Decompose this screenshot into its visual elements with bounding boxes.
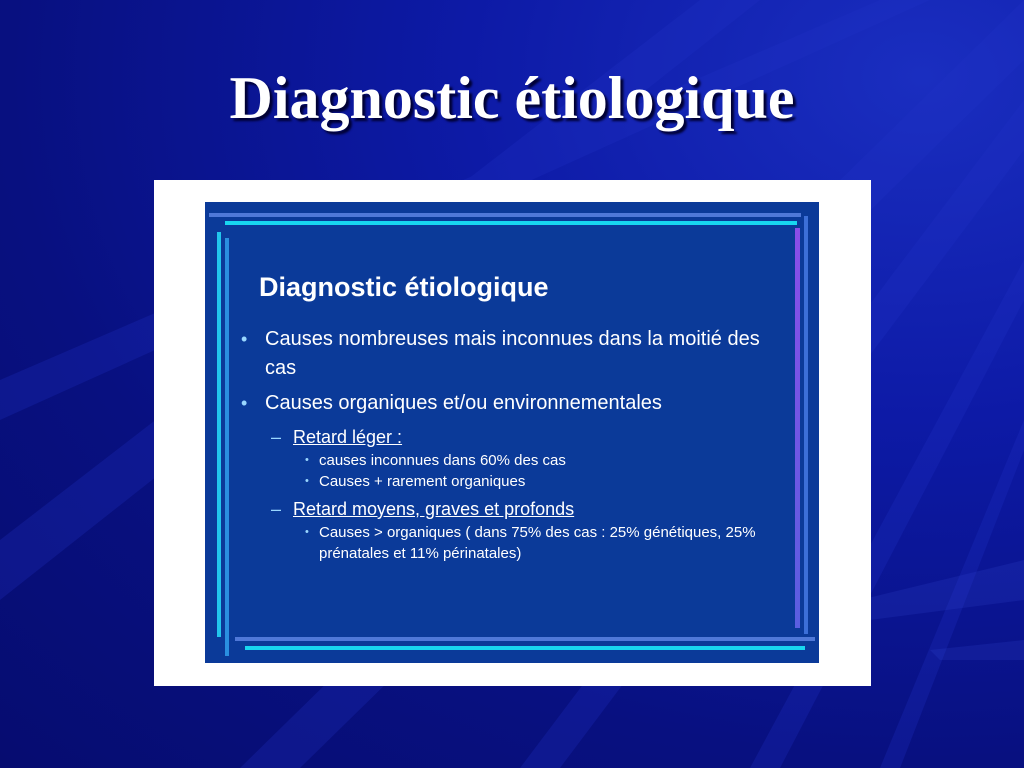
- sub-item: [241, 496, 801, 522]
- sub-item-label: Retard léger :: [293, 427, 403, 447]
- decorative-bar: [217, 232, 221, 637]
- sub-point: [241, 522, 797, 564]
- dash-icon: –: [271, 499, 282, 519]
- sub-point: [241, 450, 797, 471]
- decorative-bar: [209, 213, 801, 217]
- sub-item-label: Retard moyens, graves et profonds: [293, 499, 575, 519]
- embedded-slide-title: Diagnostic étiologique: [259, 272, 549, 302]
- sub-point: [241, 471, 797, 492]
- bullet-text: Causes nombreuses mais inconnues dans la moitié des cas: [265, 328, 760, 379]
- bullet-icon: •: [305, 454, 309, 466]
- slide-title: Diagnostic étiologique: [229, 65, 795, 131]
- bullet-icon: •: [241, 329, 248, 349]
- bullet-icon: •: [305, 475, 309, 487]
- bullet-icon: •: [241, 393, 248, 413]
- sub-item: [241, 424, 801, 450]
- bullet-item: [241, 389, 775, 418]
- bullet-item: [241, 325, 775, 383]
- bullet-text: Causes organiques et/ou environnementales: [265, 392, 662, 414]
- decorative-bar: [245, 646, 805, 650]
- sub-point-text: Causes > organiques ( dans 75% des cas : 25% génétiques, 25% prénatales et 11% périnatales): [319, 524, 756, 562]
- decorative-bar: [225, 238, 229, 656]
- decorative-bar: [235, 637, 815, 641]
- sub-point-text: Causes + rarement organiques: [319, 473, 526, 490]
- embedded-slide-image: [154, 180, 871, 686]
- decorative-bar: [804, 216, 808, 634]
- bullet-list: [241, 325, 801, 564]
- dash-icon: –: [271, 427, 282, 447]
- sub-point-text: causes inconnues dans 60% des cas: [319, 452, 566, 469]
- bullet-icon: •: [305, 526, 309, 538]
- decorative-bar: [225, 221, 797, 225]
- embedded-slide: [205, 202, 819, 663]
